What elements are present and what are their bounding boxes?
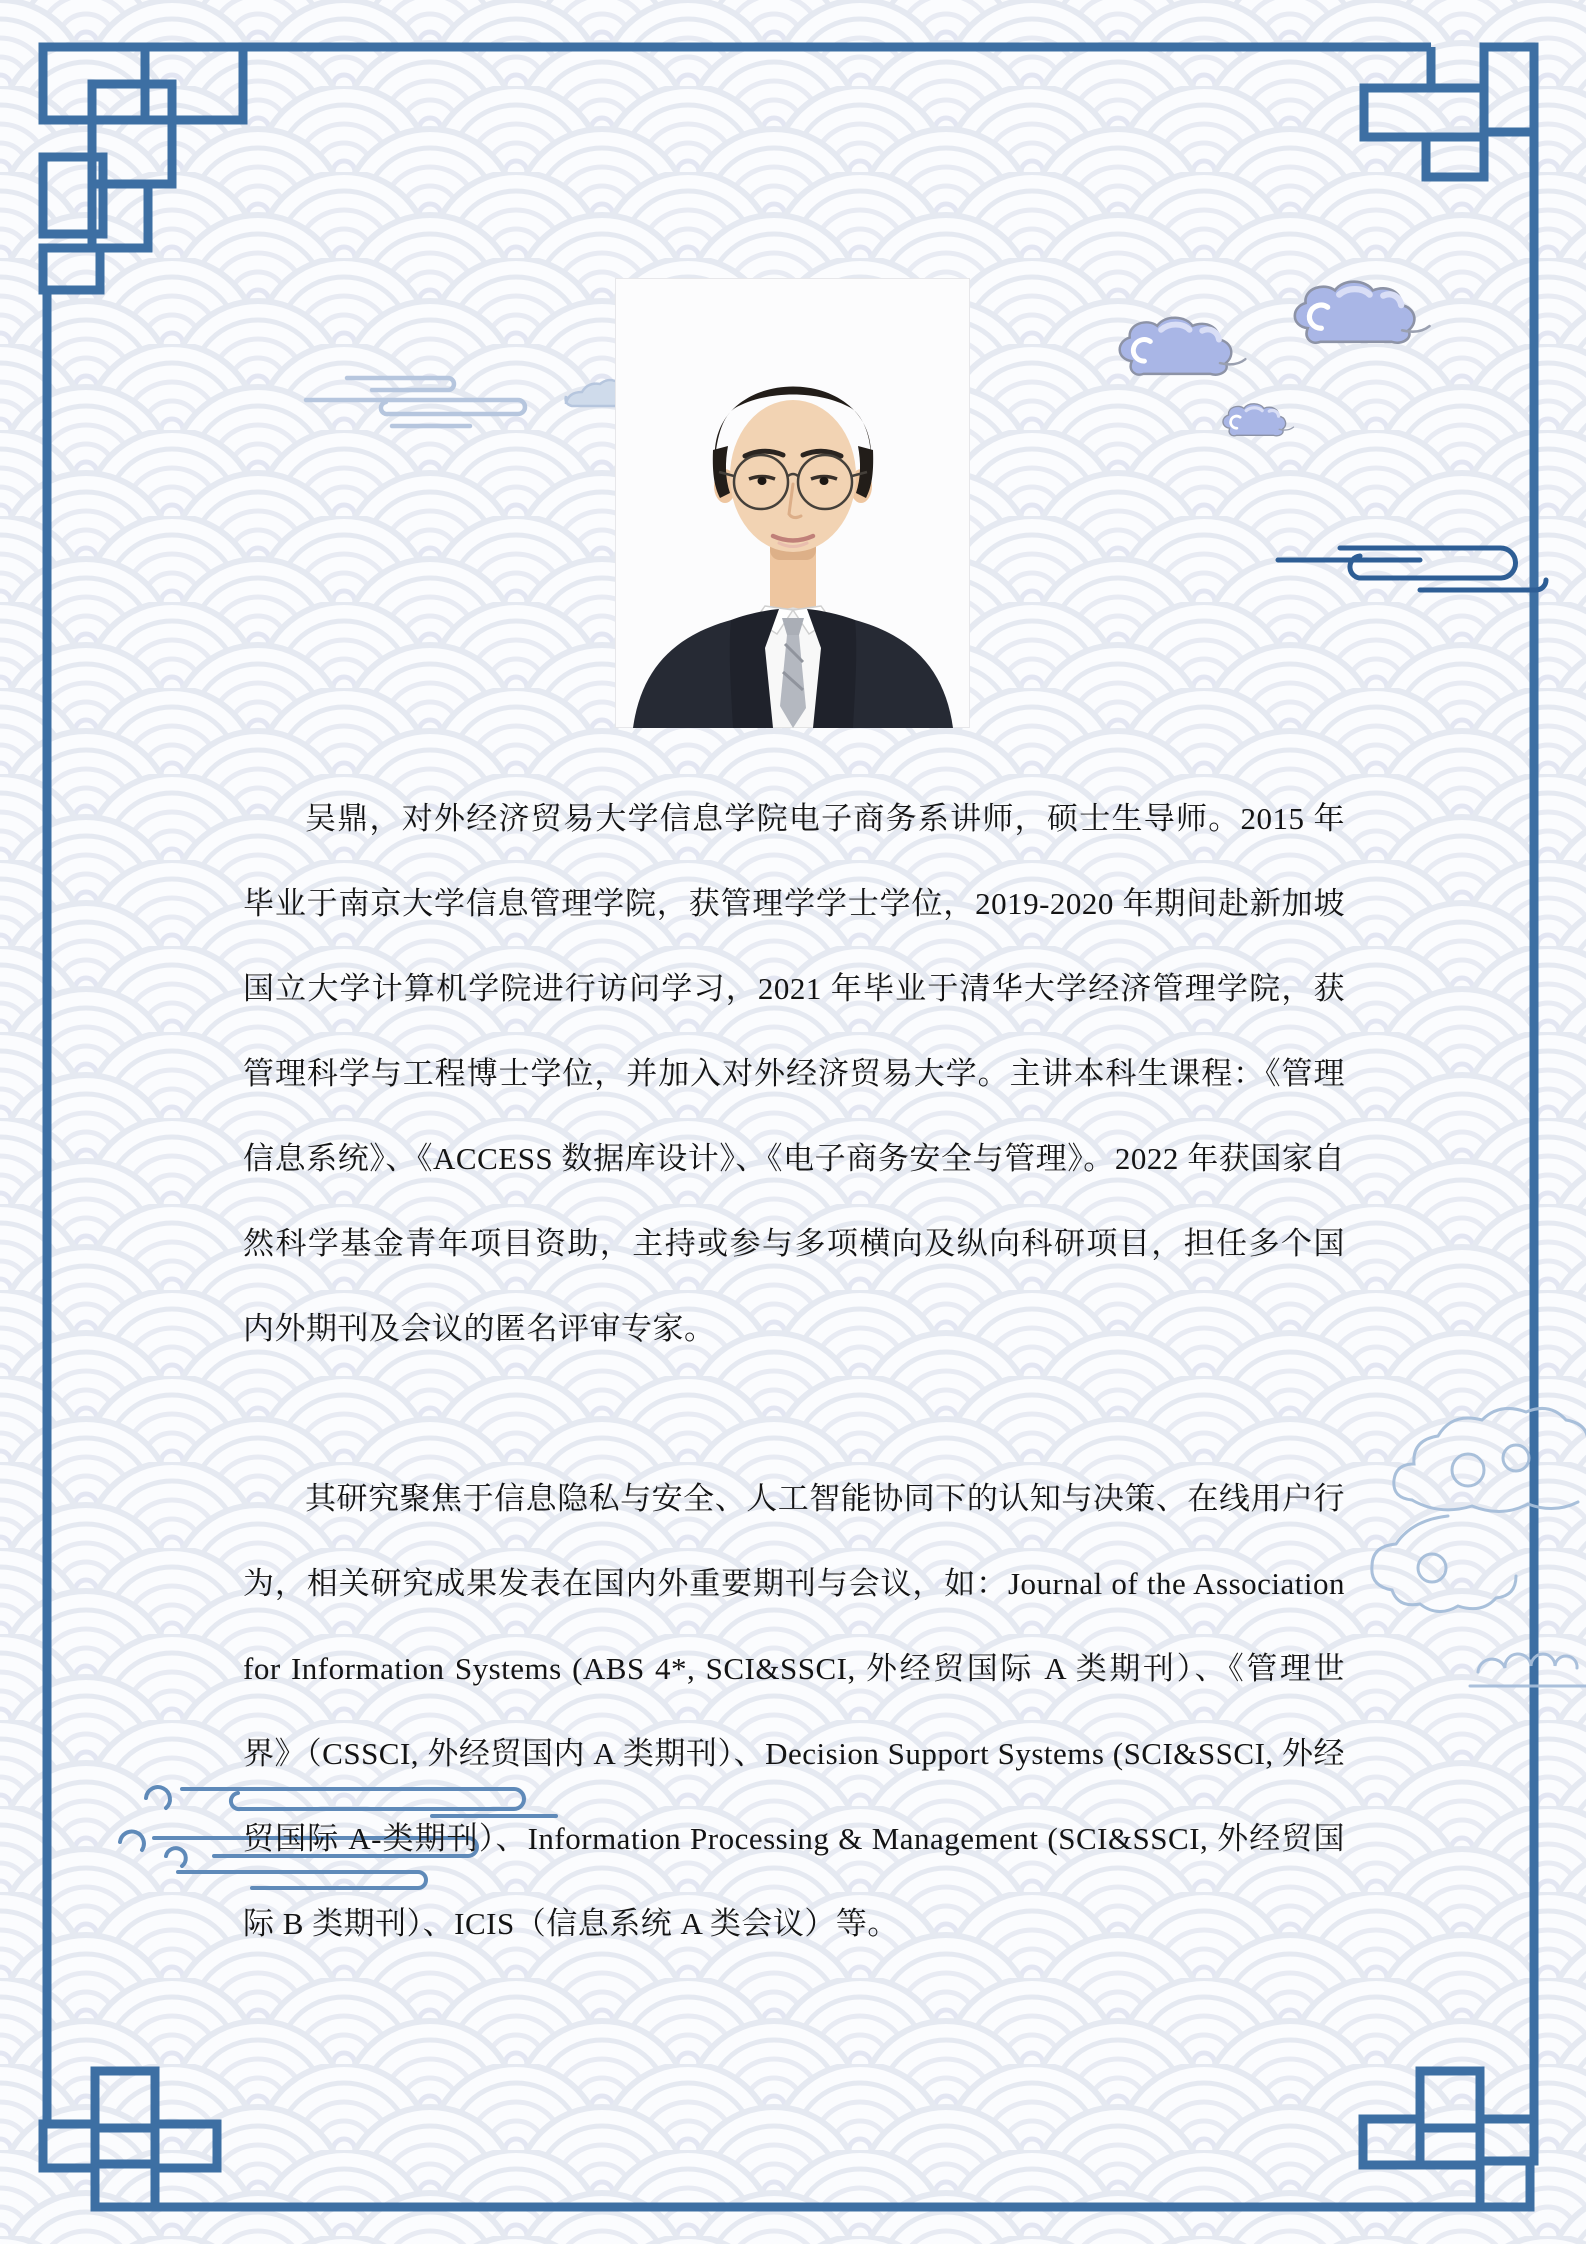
portrait-photo [615, 278, 970, 728]
cloud-scroll-line-icon [1278, 548, 1546, 590]
cloud-wisps-top-left-icon [306, 378, 640, 426]
bio-paragraph-2: 其研究聚焦于信息隐私与安全、人工智能协同下的认知与决策、在线用户行为，相关研究成果发表在国内外重要期刊与会议，如：Journal of the Association for Information Systems (ABS 4*, SCI&SSCI, 外经贸国际 A 类期刊）、《管理世界》（CSSCI, 外经贸国内 A 类期刊）、Decision Support Systems (SCI&SSCI, 外经贸国际 A-类期刊）、Information Processing & Management (SCI&SSCI, 外经贸国际 B 类期刊）、ICIS（信息系统 A 类会议）等。 [243, 1481, 1345, 1941]
bio-paragraph-1: 吴鼎，对外经济贸易大学信息学院电子商务系讲师，硕士生导师。2015 年毕业于南京大学信息管理学院，获管理学学士学位，2019-2020 年期间赴新加坡国立大学计算机学院进行访问学习，2021 年毕业于清华大学经济管理学院，获管理科学与工程博士学位，并加入对外经济贸易大学。主讲本科生课程：《管理信息系统》、《ACCESS 数据库设计》、《电子商务安全与管理》。2022 年获国家自然科学基金青年项目资助，主持或参与多项横向及纵向科研项目，担任多个国内外期刊及会议的匿名评审专家。 [243, 801, 1345, 1346]
portrait-illustration [615, 278, 970, 728]
cloud-outline-right-icon [1372, 1408, 1586, 1686]
lattice-corner-bottom-left-icon [43, 2071, 217, 2207]
lattice-corner-top-left-icon [43, 47, 243, 290]
face [730, 400, 856, 552]
lattice-corner-bottom-right-icon [1363, 2071, 1534, 2207]
bio-text [243, 776, 1345, 1966]
auspicious-clouds-top-right-icon [1120, 282, 1546, 590]
lattice-corner-top-right-icon [1364, 47, 1534, 177]
